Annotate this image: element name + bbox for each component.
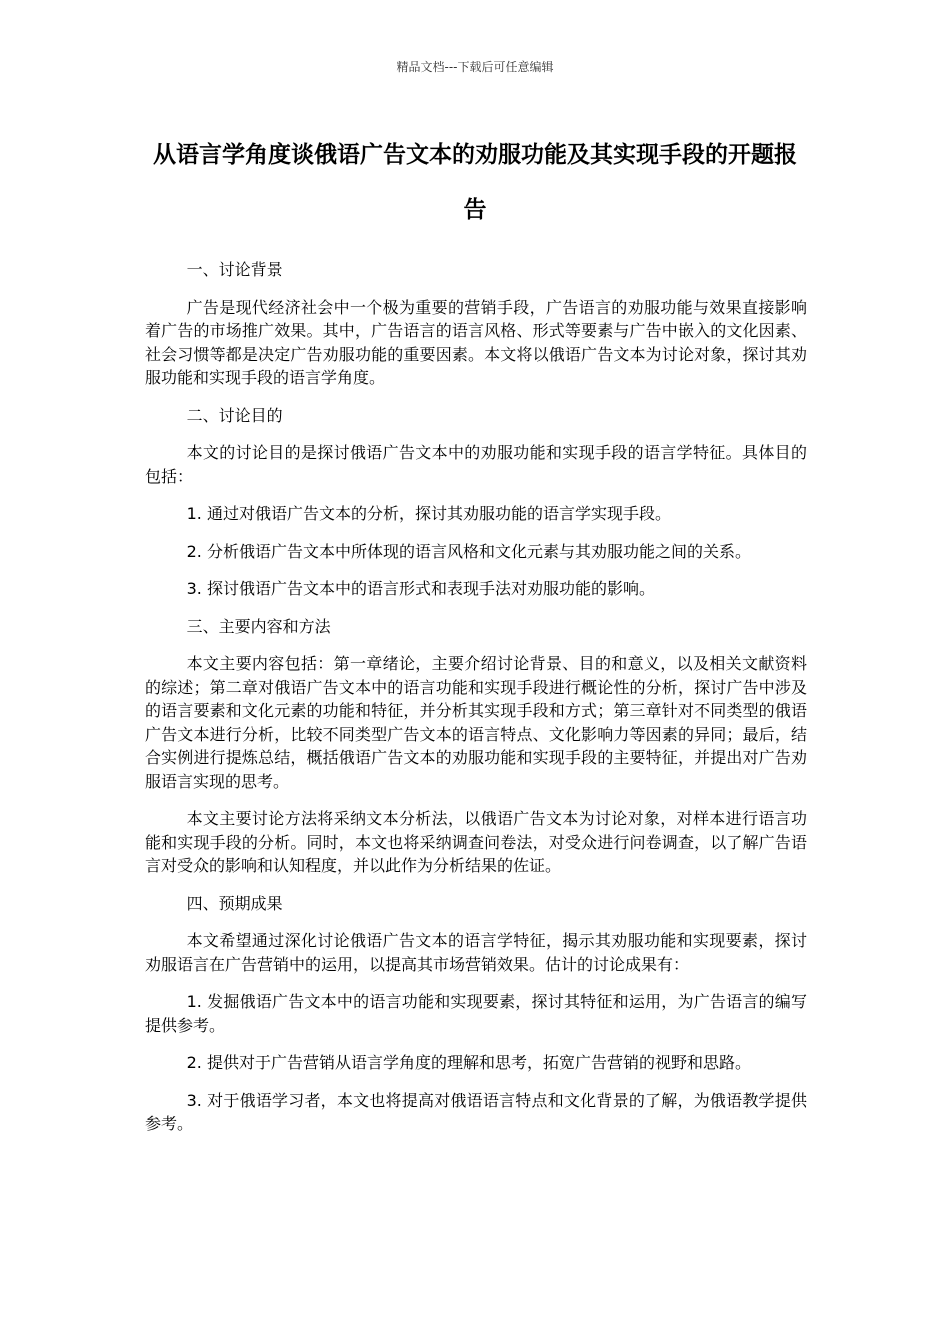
list-item-result-1: 1. 发掘俄语广告文本中的语言功能和实现要素，探讨其特征和运用，为广告语言的编写提供参考。 bbox=[145, 992, 807, 1035]
paragraph-method: 本文主要讨论方法将采纳文本分析法，以俄语广告文本为讨论对象，对样本进行语言功能和实现手段的分析。同时，本文也将采纳调查问卷法，对受众进行问卷调查，以了解广告语言对受众的影响和认知程度，并以此作为分析结果的佐证。 bbox=[145, 809, 807, 875]
section-heading-purpose: 二、讨论目的 bbox=[186, 405, 283, 425]
section-heading-content-method: 三、主要内容和方法 bbox=[186, 616, 331, 636]
paragraph-content: 本文主要内容包括：第一章绪论，主要介绍讨论背景、目的和意义，以及相关文献资料的综述；第二章对俄语广告文本中的语言功能和实现手段进行概论性的分析，探讨广告中涉及的语言要素和文化元素的功能和特征，并分析其实现手段和方式；第三章针对不同类型的俄语广告文本进行分析，比较不同类型广告文本的语言特点、文化影响力等因素的异同；最后，结合实例进行提炼总结，概括俄语广告文本的劝服功能和实现手段的主要特征，并提出对广告劝服语言实现的思考。 bbox=[145, 654, 807, 791]
paragraph-purpose: 本文的讨论目的是探讨俄语广告文本中的劝服功能和实现手段的语言学特征。具体目的包括： bbox=[145, 443, 807, 486]
list-item-purpose-1: 1. 通过对俄语广告文本的分析，探讨其劝服功能的语言学实现手段。 bbox=[186, 504, 671, 523]
section-heading-background: 一、讨论背景 bbox=[186, 260, 283, 279]
document-title: 从语言学角度谈俄语广告文本的劝服功能及其实现手段的开题报告 bbox=[153, 142, 797, 223]
document-body bbox=[145, 258, 807, 1150]
list-item-result-2: 2. 提供对于广告营销从语言学角度的理解和思考，拓宽广告营销的视野和思路。 bbox=[186, 1053, 751, 1072]
header-note: 精品文档---下载后可任意编辑 bbox=[396, 60, 554, 74]
section-heading-results: 四、预期成果 bbox=[186, 893, 283, 913]
list-item-purpose-2: 2. 分析俄语广告文本中所体现的语言风格和文化元素与其劝服功能之间的关系。 bbox=[186, 541, 751, 561]
paragraph-results: 本文希望通过深化讨论俄语广告文本的语言学特征，揭示其劝服功能和实现要素，探讨劝服语言在广告营销中的运用，以提高其市场营销效果。估计的讨论成果有： bbox=[145, 931, 807, 974]
list-item-result-3: 3. 对于俄语学习者，本文也将提高对俄语语言特点和文化背景的了解，为俄语教学提供参考。 bbox=[145, 1090, 807, 1133]
list-item-purpose-3: 3. 探讨俄语广告文本中的语言形式和表现手法对劝服功能的影响。 bbox=[186, 579, 655, 598]
paragraph-background: 广告是现代经济社会中一个极为重要的营销手段，广告语言的劝服功能与效果直接影响着广告的市场推广效果。其中，广告语言的语言风格、形式等要素与广告中嵌入的文化因素、社会习惯等都是决定广告劝服功能的重要因素。本文将以俄语广告文本为讨论对象，探讨其劝服功能和实现手段的语言学角度。 bbox=[145, 297, 807, 387]
